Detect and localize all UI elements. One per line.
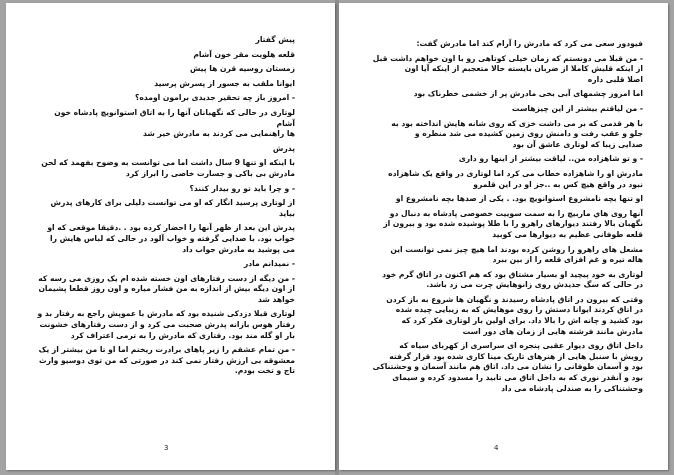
paragraph: اما امروز چشمهای آبی بخی مادرش پر از خشمی خطرناک بود	[413, 89, 643, 99]
paragraph: - من تمام عشقم را زیر پاهای برادرت ریختم اما او تا من بیشتر از یک معشوقه بی ارزش رفتار نمی کند در صورتی که من توی دوسیو وارث تاج و تخت بودم.	[38, 345, 295, 376]
paragraph: با اینکه او تنها 9 سال داشت اما می توانست به وضوح بفهمد که لحن مادرش بی باکی و جسارت خاصی را ابراز کرد	[41, 158, 295, 178]
paragraph: - و چرا باید تو رو بیدار کنند؟	[189, 183, 295, 193]
paragraph: پیش گفتار	[255, 35, 295, 44]
paragraph: از لوتاری پرسید انگار که او می توانست دلیلی برای کارهای پدرش بیاید	[50, 198, 295, 218]
paragraph: مادرش او را شاهزاده خطاب می کرد اما لوتاری در واقع یک شاهزاده نبود در واقع هیچ کس به ..جز او در این قلمرو	[388, 168, 643, 189]
page-number: 3	[164, 444, 169, 452]
paragraph: لوتاری در حالی که نگهبانان آنها را به اتاق استوانویچ پادشاه خون آشام ها راهنمایی می کردند به مادرش خیر شد	[54, 107, 295, 139]
paragraph: - من دیگه از دست رفتارهای اون خسته شده ام یک روزی می رسه که از اون دیگه بیش از اندازه به من فشار میاره و اون روز قطعا پشیمان خواهد شد	[38, 273, 295, 304]
paragraph: پدرش	[272, 143, 295, 153]
paragraph: - نمیدانم مادر	[243, 259, 295, 269]
paragraph: - من قبلا می دونستم که زمان خیلی کوتاهی رو با اون خواهم داشت قبل از اینکه قلبش کاملا از ضربان بایسته حالا متعجبم از اینکه آیا اون اصلا قلبی داره	[372, 53, 643, 84]
paragraph: لوتاری به خود پیچید او بسیار مشتاق بود که هم اکنون در اتاق گرم خود در حالی که سگ جدیدش روی زانوهایش چرت می زد باشد.	[382, 269, 643, 290]
paragraph: داخل اتاق روی دیوار عقبی پنجره ای سراسری از کهربای سیاه که رویش با سنبل هایی از هنرهای تاریک مینا کاری شده بود قرار گرفته بود و آسمان طوفانی را نشان می داد. اتاق هم مانند آسمان و وحشتناکی بود و آنقدر نوری که به داخل اتاق می تابید را مسدود کرده و سیمای وحشتناکی را به صندلی پادشاه می داد	[372, 341, 643, 393]
left-page	[6, 3, 335, 470]
paragraph: - امروز باز چه تحقیر جدیدی برامون اومده؟	[134, 93, 295, 103]
paragraph: او تنها بچه نامشروع استوانویچ بود. . یکی از صدها بچه نامشروع او	[395, 194, 643, 204]
paragraph: زمستان روسیه قرن ها پیش	[189, 64, 295, 74]
paragraph: لوتاری قبلا دزدکی شنیده بود که مادرش با عموپش راجع به رفتار بد و رفتار هوس بازانه پدرش صحبت می کرد و از دست رفتارهای خشونت بار او گله مند بود. رفتاری که مادرش را به ترمی اعتراف کرد	[37, 309, 295, 340]
paragraph: وقتی که بیرون در اتاق پادشاه رسیدند و نگهبان ها شروع به باز کردن در اتاق کردند ایوانا دستش را روی موهایش که به زیبایی چیده شده بود کشید و چانه اش را بالا داد. برای اولین بار لوتاری فکر کرد که مادرش مانند فرشته هایی از زمان های دور است	[386, 294, 643, 336]
paragraph: ایوانا ملقب به جسور از پسرش پرسید	[154, 78, 295, 88]
paragraph: - من لیاقتم بیشتر از این چیزهاست	[511, 103, 643, 113]
paragraph: آنها روی هاي ماربیچ را به سمت سوییت خصوصی پادشاه به دنبال دو نگهبان بالا رفتند دیوارهای راهرو را با طلا پوشیده شده بود و بیرون از قلعه طوفانی عظیم به دیوارها می کوبید	[383, 208, 643, 239]
right-page	[339, 3, 668, 470]
paragraph: مشعل های راهرو را روشن کرده بودند اما هیچ چیز نمی توانست این هاله تیره و غم افزای قلعه را از بین ببرد	[390, 244, 643, 265]
left-page-text	[36, 35, 295, 381]
paragraph: - و تو شاهزاده من.. لیاقت بیشتر از اینها رو داری	[458, 154, 643, 164]
paragraph: با هر قدمی که بر می داشت خزی که روی شانه هایش انداخته بود به جلو و عقب رفت و دامنش روی زمین کشیده می شد منظره و صدایی زیبا که لوتاری عاشق آن بود	[391, 118, 643, 149]
paragraph: قلعه هلویت مقر خون آشام	[193, 49, 295, 59]
paragraph: پدرش این بعد از ظهر آنها را احضار کرده بود . .دقیقا موقعی که او خواب بود. با صدایی گرفته و خواب آلود در حالی که لباس هایش را می پوشید به مادرش جواب داد	[47, 223, 295, 254]
right-page-text	[361, 39, 643, 398]
paragraph: فیودور سعی می کرد که مادرش را آرام کند اما مادرش گفت:	[416, 39, 643, 48]
page-number: 4	[494, 444, 499, 452]
